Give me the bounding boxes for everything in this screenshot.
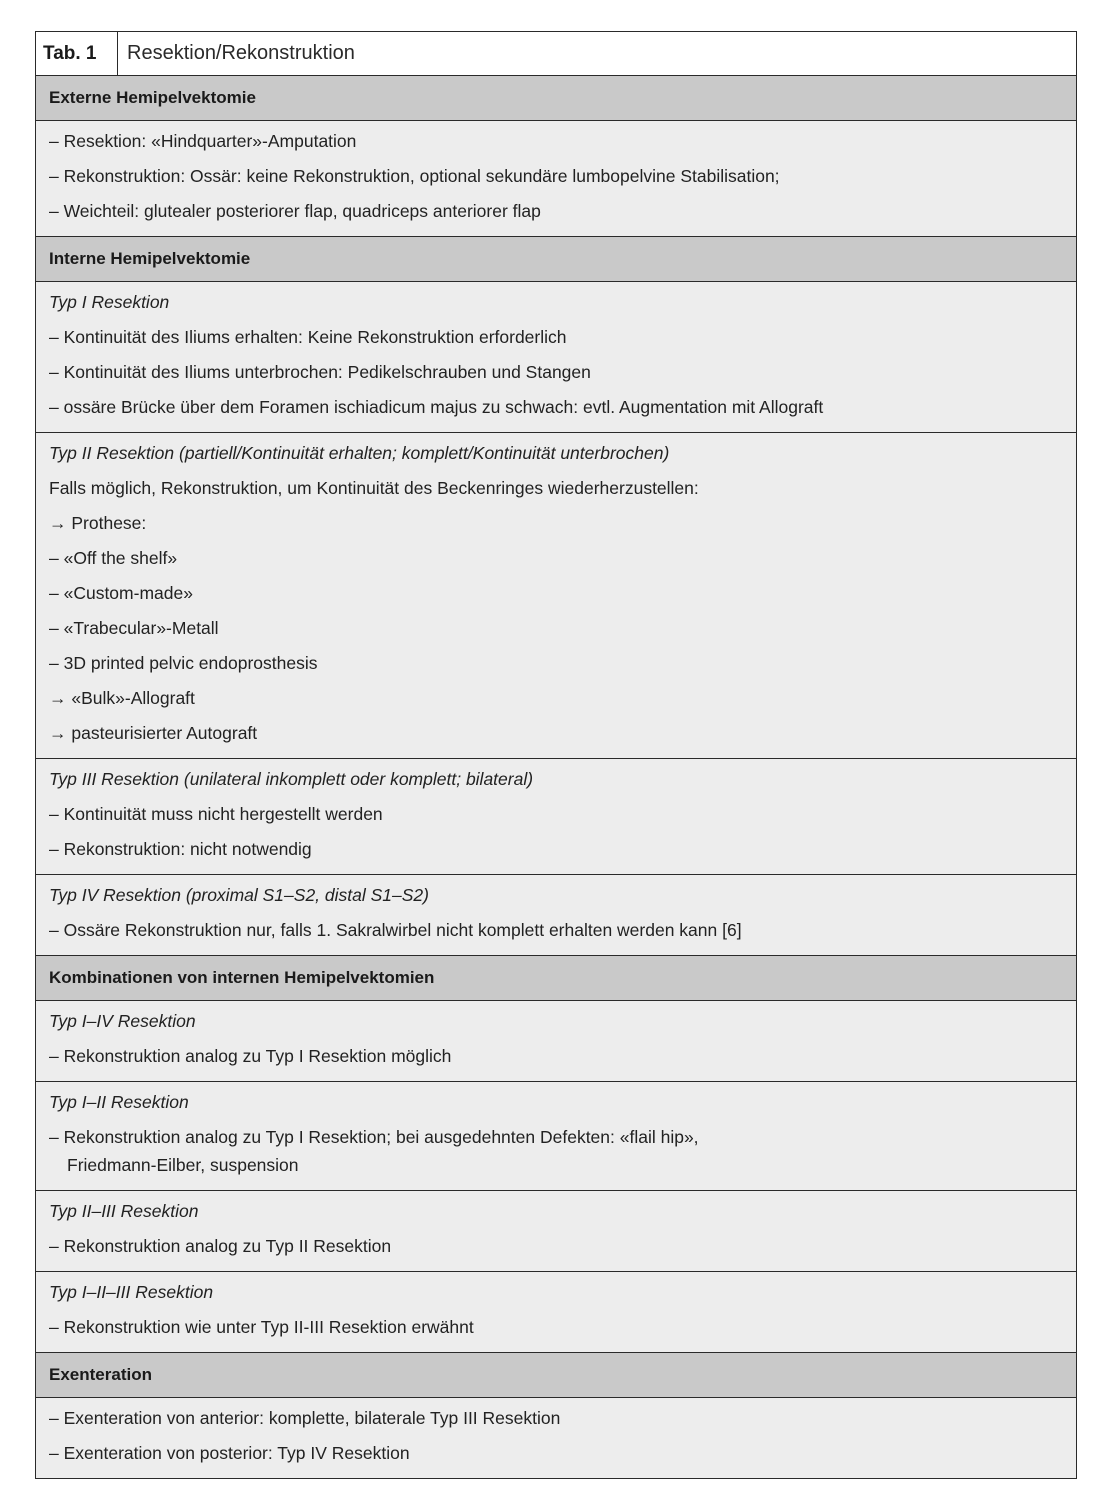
section-block [36,759,1076,875]
table-line: – Kontinuität des Iliums unterbrochen: Pedikelschrauben und Stangen [49,362,591,382]
table-line: – 3D printed pelvic endoprosthesis [49,653,318,673]
section-block [36,875,1076,956]
table-line: – «Trabecular»-Metall [49,618,219,638]
section-heading: Kombinationen von internen Hemipelvektomien [36,956,1076,1001]
table-line: Falls möglich, Rekonstruktion, um Kontinuität des Beckenringes wiederherzustellen: [49,478,699,498]
section-heading: Interne Hemipelvektomie [36,237,1076,282]
table-title: Resektion/Rekonstruktion [127,42,355,64]
resection-subheading: Typ II Resektion (partiell/Kontinuität erhalten; komplett/Kontinuität unterbrochen) [49,443,670,463]
section-block [36,1398,1076,1478]
section-block [36,121,1076,237]
table-line: – ossäre Brücke über dem Foramen ischiadicum majus zu schwach: evtl. Augmentation mit Allograft [49,397,824,417]
table-label: Tab. 1 [36,32,118,75]
table-line: – Kontinuität muss nicht hergestellt werden [49,804,383,824]
section-block [36,433,1076,759]
table-line: – «Custom-made» [49,583,193,603]
resection-subheading: Typ III Resektion (unilateral inkomplett oder komplett; bilateral) [49,769,534,789]
section-block [36,1191,1076,1272]
table-line: → pasteurisierter Autograft [49,723,258,743]
resection-table [35,31,1077,1479]
table-line: – Rekonstruktion wie unter Typ II-III Resektion erwähnt [49,1317,474,1337]
table-line: – Kontinuität des Iliums erhalten: Keine Rekonstruktion erforderlich [49,327,567,347]
resection-subheading: Typ I–II Resektion [49,1092,189,1112]
resection-subheading: Typ I–II–III Resektion [49,1282,214,1302]
section-block [36,1082,1076,1191]
table-line: → «Bulk»-Allograft [49,688,195,708]
table-line: – Exenteration von posterior: Typ IV Resektion [49,1443,410,1463]
table-line: – Rekonstruktion: Ossär: keine Rekonstruktion, optional sekundäre lumbopelvine Stabilisation; [49,166,780,186]
table-line: – Ossäre Rekonstruktion nur, falls 1. Sakralwirbel nicht komplett erhalten werden kann [6] [49,920,742,940]
section-block [36,282,1076,433]
table-title-bar [36,32,1076,76]
table-line: → Prothese: [49,513,147,533]
table-line: – Exenteration von anterior: komplette, bilaterale Typ III Resektion [49,1408,561,1428]
table-line: – Resektion: «Hindquarter»-Amputation [49,131,357,151]
resection-subheading: Typ I–IV Resektion [49,1011,196,1031]
section-block [36,1272,1076,1353]
table-line: – Rekonstruktion analog zu Typ I Resektion möglich [49,1046,452,1066]
table-line: – «Off the shelf» [49,548,178,568]
resection-subheading: Typ II–III Resektion [49,1201,199,1221]
table-line: – Rekonstruktion analog zu Typ I Resektion; bei ausgedehnten Defekten: «flail hip», Friedmann-Eilber, suspension [49,1127,699,1175]
table-line: – Rekonstruktion analog zu Typ II Resektion [49,1236,392,1256]
table-line: – Rekonstruktion: nicht notwendig [49,839,312,859]
section-heading: Externe Hemipelvektomie [36,76,1076,121]
table-line: – Weichteil: glutealer posteriorer flap, quadriceps anteriorer flap [49,201,541,221]
resection-subheading: Typ IV Resektion (proximal S1–S2, distal S1–S2) [49,885,429,905]
table-body [36,76,1076,1478]
resection-subheading: Typ I Resektion [49,292,170,312]
section-block [36,1001,1076,1082]
section-heading: Exenteration [36,1353,1076,1398]
